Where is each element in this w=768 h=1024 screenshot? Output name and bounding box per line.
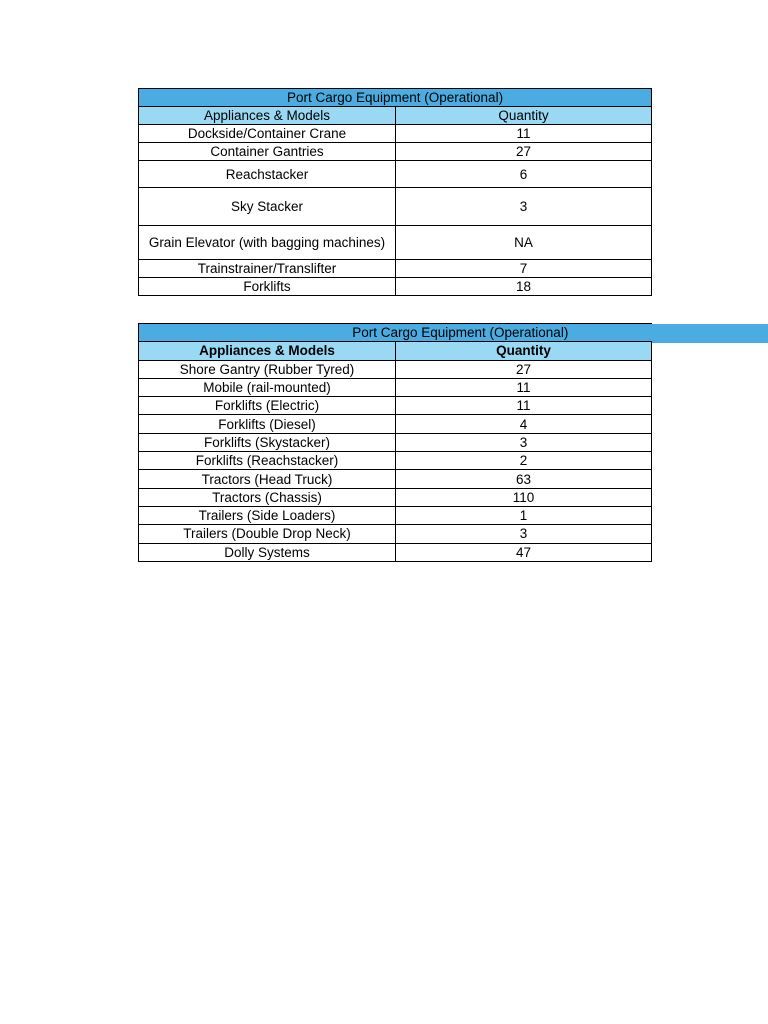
quantity-value: 1 (396, 506, 652, 524)
table-row (139, 360, 652, 378)
column-header-appliances: Appliances & Models (139, 107, 396, 125)
quantity-value: 2 (396, 452, 652, 470)
table-row (139, 226, 652, 260)
appliance-name: Dockside/Container Crane (139, 125, 396, 143)
quantity-value: 18 (396, 278, 652, 296)
equipment-table-2 (138, 323, 652, 562)
quantity-value: 7 (396, 260, 652, 278)
table-title-row (139, 89, 652, 107)
appliance-name: Shore Gantry (Rubber Tyred) (139, 360, 396, 378)
table-header-row (139, 342, 652, 360)
table-row (139, 278, 652, 296)
appliance-name: Trailers (Double Drop Neck) (139, 525, 396, 543)
appliance-name: Reachstacker (139, 161, 396, 188)
quantity-value: 3 (396, 433, 652, 451)
table-row (139, 143, 652, 161)
table-title-row (139, 324, 652, 342)
quantity-value: 110 (396, 488, 652, 506)
column-header-quantity: Quantity (396, 342, 652, 360)
equipment-table-1 (138, 88, 652, 296)
table-row (139, 525, 652, 543)
column-header-appliances: Appliances & Models (139, 342, 396, 360)
quantity-value: NA (396, 226, 652, 260)
table-row (139, 125, 652, 143)
table-row (139, 433, 652, 451)
table-row (139, 470, 652, 488)
appliance-name: Forklifts (Electric) (139, 397, 396, 415)
table-row (139, 161, 652, 188)
appliance-name: Sky Stacker (139, 188, 396, 226)
appliance-name: Trainstrainer/Translifter (139, 260, 396, 278)
appliance-name: Trailers (Side Loaders) (139, 506, 396, 524)
appliance-name: Tractors (Chassis) (139, 488, 396, 506)
quantity-value: 27 (396, 360, 652, 378)
table-row (139, 378, 652, 396)
appliance-name: Forklifts (Reachstacker) (139, 452, 396, 470)
quantity-value: 63 (396, 470, 652, 488)
quantity-value: 4 (396, 415, 652, 433)
table-row (139, 543, 652, 561)
appliance-name: Mobile (rail-mounted) (139, 378, 396, 396)
quantity-value: 3 (396, 525, 652, 543)
column-header-quantity: Quantity (396, 107, 652, 125)
table-header-row (139, 107, 652, 125)
quantity-value: 11 (396, 378, 652, 396)
quantity-value: 47 (396, 543, 652, 561)
quantity-value: 11 (396, 125, 652, 143)
table-row (139, 415, 652, 433)
quantity-value: 6 (396, 161, 652, 188)
table-row (139, 260, 652, 278)
appliance-name: Forklifts (139, 278, 396, 296)
table-title: Port Cargo Equipment (Operational) (139, 324, 652, 342)
quantity-value: 11 (396, 397, 652, 415)
appliance-name: Grain Elevator (with bagging machines) (139, 226, 396, 260)
appliance-name: Forklifts (Skystacker) (139, 433, 396, 451)
appliance-name: Dolly Systems (139, 543, 396, 561)
table-row (139, 488, 652, 506)
table-row (139, 397, 652, 415)
title-fill-overflow (651, 324, 768, 343)
table-row (139, 188, 652, 226)
appliance-name: Tractors (Head Truck) (139, 470, 396, 488)
table-row (139, 506, 652, 524)
quantity-value: 27 (396, 143, 652, 161)
appliance-name: Container Gantries (139, 143, 396, 161)
table-title: Port Cargo Equipment (Operational) (139, 89, 652, 107)
quantity-value: 3 (396, 188, 652, 226)
table-row (139, 452, 652, 470)
appliance-name: Forklifts (Diesel) (139, 415, 396, 433)
